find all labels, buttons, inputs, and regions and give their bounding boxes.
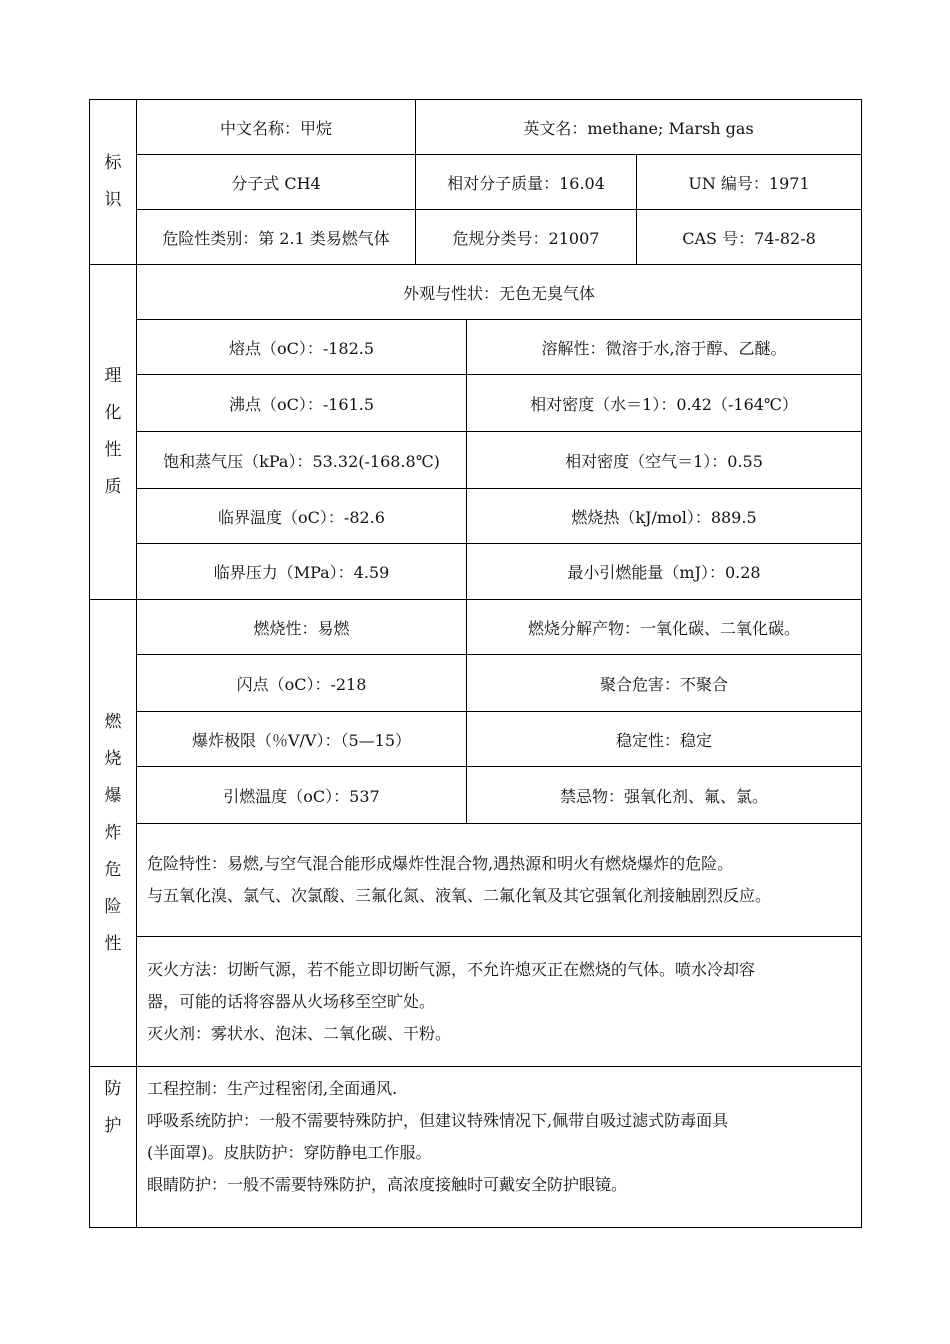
section-identification-label: 标 识 [90,100,137,265]
flammability: 燃烧性：易燃 [137,600,467,655]
english-name: 英文名：methane; Marsh gas [416,100,862,155]
hazard-characteristics-row [90,824,862,937]
section-fire-hazard-label: 燃 烧 爆 炸 危 险 性 [90,600,137,1067]
prop-appearance-row [90,265,862,320]
regulation-number: 危规分类号：21007 [416,210,637,265]
vapor-pressure: 饱和蒸气压（kPa）：53.32(-168.8℃) [137,432,467,489]
solubility: 溶解性：微溶于水,溶于醇、乙醚。 [467,320,862,375]
fire-row [90,767,862,824]
fire-row [90,655,862,712]
protection-row [90,1067,862,1228]
melting-point: 熔点（oC）：-182.5 [137,320,467,375]
critical-temperature: 临界温度（oC）：-82.6 [137,489,467,544]
fire-row [90,712,862,767]
hazard-class: 危险性类别：第 2.1 类易燃气体 [137,210,416,265]
flash-point: 闪点（oC）：-218 [137,655,467,712]
critical-pressure: 临界压力（MPa）：4.59 [137,544,467,600]
relative-density-air: 相对密度（空气＝1）：0.55 [467,432,862,489]
msds-table [89,99,862,1228]
ignition-temperature: 引燃温度（oC）：537 [137,767,467,824]
msds-sheet [89,99,861,1228]
prop-row [90,432,862,489]
id-row-3 [90,210,862,265]
chinese-name: 中文名称：甲烷 [137,100,416,155]
prop-row [90,489,862,544]
cas-number: CAS 号：74-82-8 [637,210,862,265]
polymerization-hazard: 聚合危害：不聚合 [467,655,862,712]
section-properties-label: 理 化 性 质 [90,265,137,600]
id-row-1 [90,100,862,155]
incompatible-materials: 禁忌物：强氧化剂、氟、氯。 [467,767,862,824]
molecular-formula: 分子式 CH4 [137,155,416,210]
decomposition-products: 燃烧分解产物：一氧化碳、二氧化碳。 [467,600,862,655]
protection-measures: 工程控制：生产过程密闭,全面通风. 呼吸系统防护：一般不需要特殊防护，但建议特殊情况下,佩带自吸过滤式防毒面具 (半面罩)。皮肤防护：穿防静电工作服。 眼睛防护：一般不需要特殊防护，高浓度接触时可戴安全防护眼镜。 [137,1067,862,1228]
prop-row [90,375,862,432]
id-row-2 [90,155,862,210]
prop-row [90,320,862,375]
extinguishing-methods: 灭火方法：切断气源，若不能立即切断气源，不允许熄灭正在燃烧的气体。喷水冷却容 器，可能的话将容器从火场移至空旷处。 灭火剂：雾状水、泡沫、二氧化碳、干粉。 [137,937,862,1067]
extinguishing-row [90,937,862,1067]
fire-row [90,600,862,655]
boiling-point: 沸点（oC）：-161.5 [137,375,467,432]
stability: 稳定性：稳定 [467,712,862,767]
hazard-characteristics: 危险特性：易燃,与空气混合能形成爆炸性混合物,遇热源和明火有燃烧爆炸的危险。 与五氧化溴、氯气、次氯酸、三氟化氮、液氧、二氟化氧及其它强氧化剂接触剧烈反应。 [137,824,862,937]
explosion-limits: 爆炸极限（％V/V）：（5—15） [137,712,467,767]
relative-density-water: 相对密度（水＝1）：0.42（-164℃） [467,375,862,432]
un-number: UN 编号：1971 [637,155,862,210]
appearance: 外观与性状：无色无臭气体 [137,265,862,320]
prop-row [90,544,862,600]
heat-of-combustion: 燃烧热（kJ/mol）：889.5 [467,489,862,544]
section-protection-label: 防 护 [90,1067,137,1228]
molecular-weight: 相对分子质量：16.04 [416,155,637,210]
minimum-ignition-energy: 最小引燃能量（mJ）：0.28 [467,544,862,600]
